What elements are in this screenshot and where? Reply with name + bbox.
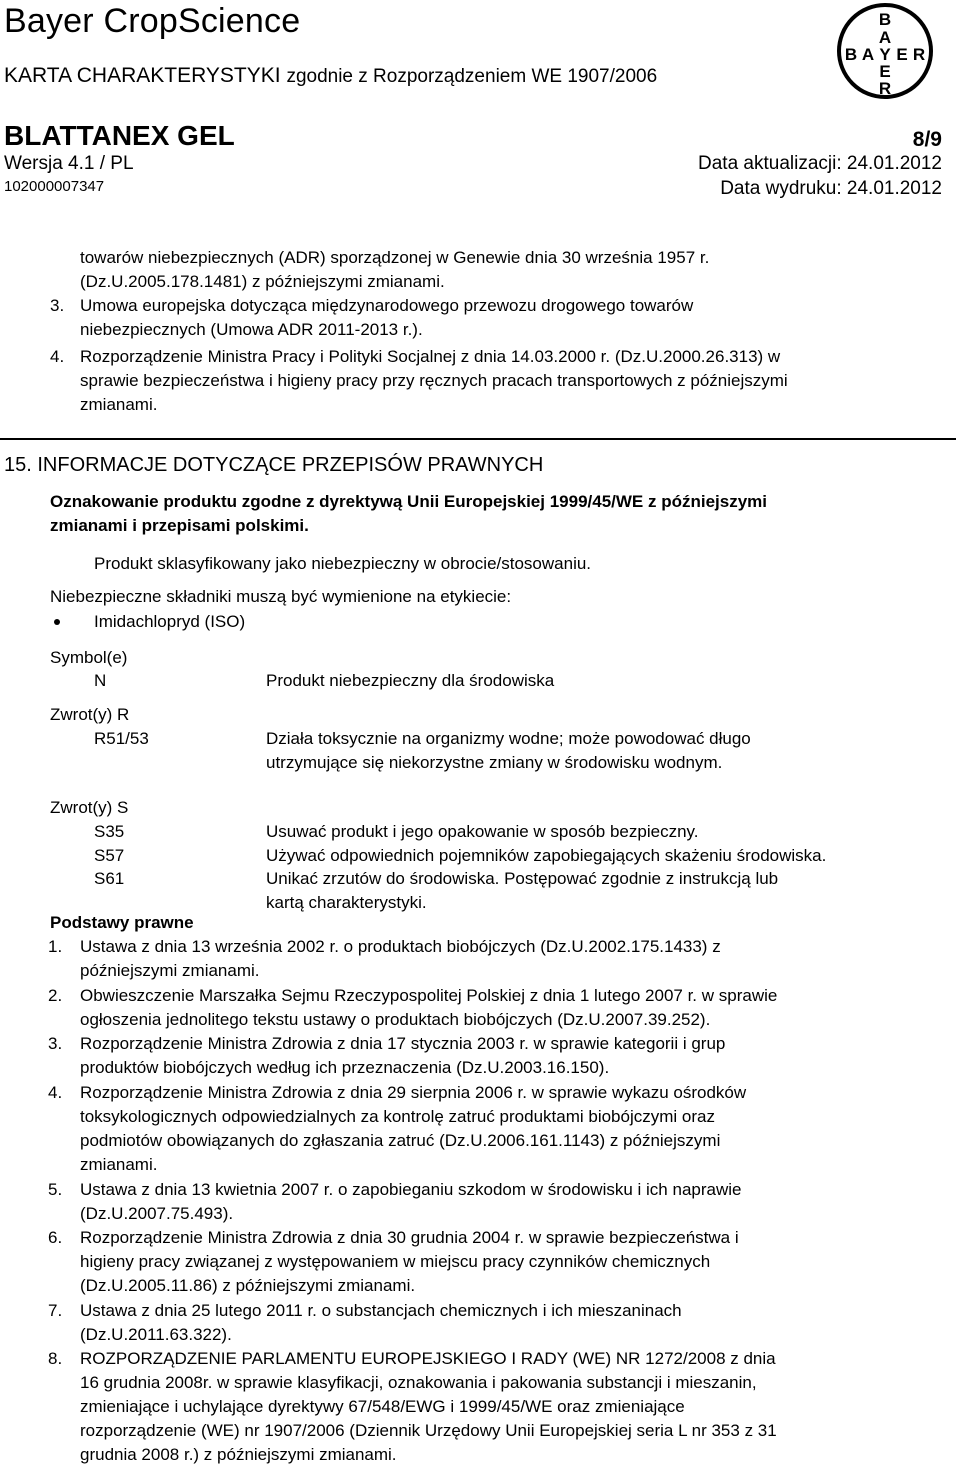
legal-item-text: Ustawa z dnia 25 lutego 2011 r. o substancjach chemicznych i ich mieszaninach <box>80 1301 682 1320</box>
r-phrase-code: R51/53 <box>94 729 149 748</box>
legal-item-number: 6. <box>48 1228 63 1247</box>
company-name: Bayer CropScience <box>4 2 301 40</box>
s-phrase-code: S61 <box>94 869 125 888</box>
labelling-line-1: Oznakowanie produktu zgodne z dyrektywą Unii Europejskiej 1999/45/WE z późniejszymi <box>50 492 768 511</box>
legal-item-text: Obwieszczenie Marszałka Sejmu Rzeczypospolitej Polskiej z dnia 1 lutego 2007 r. w sprawie <box>80 986 778 1005</box>
legal-item-text: późniejszymi zmianami. <box>80 961 260 980</box>
legal-item-text: ogłoszenia jednolitego tekstu ustawy o produktach biobójczych (Dz.U.2007.39.252). <box>80 1010 711 1029</box>
legal-item-number: 8. <box>48 1349 63 1368</box>
legal-item-text: Ustawa z dnia 13 kwietnia 2007 r. o zapobieganiu szkodom w środowisku i ich naprawie <box>80 1180 742 1199</box>
s-phrase-text: Unikać zrzutów do środowiska. Postępować zgodnie z instrukcją lub <box>266 869 779 888</box>
logo-letter-v1: B <box>878 10 892 29</box>
section-15-title: 15. INFORMACJE DOTYCZĄCE PRZEPISÓW PRAWNYCH <box>4 454 544 476</box>
logo-letter-v4: E <box>879 62 891 81</box>
ingredient-item: Imidachlopryd (ISO) <box>94 612 246 631</box>
r-phrase-text-1: Działa toksycznie na organizmy wodne; może powodować długo <box>266 729 751 748</box>
intro-line-5: zmianami. <box>80 395 158 414</box>
ingredients-label: Niebezpieczne składniki muszą być wymienione na etykiecie: <box>50 587 512 606</box>
legal-item-text: (Dz.U.2007.75.493). <box>80 1204 234 1223</box>
legal-item-text: rozporządzenie (WE) nr 1907/2006 (Dziennik Urzędowy Unii Europejskiej seria L nr 353 z 31 <box>80 1421 777 1440</box>
section-divider <box>0 438 956 440</box>
r-phrases-label: Zwrot(y) R <box>50 705 130 724</box>
regulation-label: zgodnie z Rozporządzeniem WE 1907/2006 <box>286 66 658 87</box>
logo-letter-v5: R <box>878 79 892 98</box>
symbol-text: Produkt niebezpieczny dla środowiska <box>266 671 555 690</box>
karta-label: KARTA CHARAKTERYSTYKI <box>4 64 281 87</box>
page-number: 8/9 <box>912 128 942 151</box>
legal-item-text: (Dz.U.2011.63.322). <box>80 1325 232 1344</box>
s-phrase-code: S35 <box>94 822 125 841</box>
s-phrase-code: S57 <box>94 846 125 865</box>
legal-item-number: 1. <box>48 937 63 956</box>
intro-line-1: towarów niebezpiecznych (ADR) sporządzonej w Genewie dnia 30 września 1957 r. <box>80 248 710 267</box>
intro-item-4-num: 4. <box>50 347 65 366</box>
intro-item-3-num: 3. <box>50 296 65 315</box>
intro-line-4: sprawie bezpieczeństwa i higieny pracy przy ręcznych pracach transportowych z późniejszymi <box>80 371 788 390</box>
version: Wersja 4.1 / PL <box>4 153 134 174</box>
intro-item-4-text: Rozporządzenie Ministra Pracy i Polityki Socjalnej z dnia 14.03.2000 r. (Dz.U.2000.26.313) w <box>80 347 781 366</box>
labelling-line-2: zmianami i przepisami polskimi. <box>50 516 309 535</box>
s-phrases-label: Zwrot(y) S <box>50 798 129 817</box>
legal-item-text: Ustawa z dnia 13 września 2002 r. o produktach biobójczych (Dz.U.2002.175.1433) z <box>80 937 721 956</box>
logo-letter-v2: A <box>878 28 892 47</box>
s-phrase-text: Używać odpowiednich pojemników zapobiegających skażeniu środowiska. <box>266 846 827 865</box>
legal-item-number: 5. <box>48 1180 63 1199</box>
symbol-label: Symbol(e) <box>50 648 128 667</box>
legal-item-text: zmieniające i uchylające dyrektywy 67/548/EWG i 1999/45/WE oraz zmieniające <box>80 1397 685 1416</box>
legal-item-text: podmiotów obowiązanych do zgłaszania zatruć (Dz.U.2006.161.1143) z późniejszymi <box>80 1131 721 1150</box>
legal-item-text: grudnia 2008 r.) z późniejszymi zmianami. <box>80 1445 397 1464</box>
update-date: Data aktualizacji: 24.01.2012 <box>698 153 942 174</box>
print-date: Data wydruku: 24.01.2012 <box>720 178 942 199</box>
legal-item-number: 7. <box>48 1301 63 1320</box>
product-name: BLATTANEX GEL <box>4 120 235 151</box>
document-type <box>4 64 657 88</box>
s-phrase-text: Usuwać produkt i jego opakowanie w sposób bezpieczny. <box>266 822 699 841</box>
legal-item-text: zmianami. <box>80 1155 158 1174</box>
intro-line-2: (Dz.U.2005.178.1481) z późniejszymi zmianami. <box>80 272 445 291</box>
legal-item-text: Rozporządzenie Ministra Zdrowia z dnia 17 stycznia 2003 r. w sprawie kategorii i grup <box>80 1034 726 1053</box>
symbol-code: N <box>94 671 107 690</box>
product-id: 102000007347 <box>4 178 105 195</box>
logo-letter-h2: A <box>861 45 875 64</box>
classified-text: Produkt sklasyfikowany jako niebezpieczny w obrocie/stosowaniu. <box>94 554 592 573</box>
logo-letter-h4: E <box>896 45 908 64</box>
intro-item-3-text: Umowa europejska dotycząca międzynarodowego przewozu drogowego towarów <box>80 296 694 315</box>
legal-item-text: ROZPORZĄDZENIE PARLAMENTU EUROPEJSKIEGO I RADY (WE) NR 1272/2008 z dnia <box>80 1349 776 1368</box>
legal-item-text: produktów biobójczych według ich przeznaczenia (Dz.U.2003.16.150). <box>80 1058 610 1077</box>
legal-item-text: (Dz.U.2005.11.86) z późniejszymi zmianami. <box>80 1276 416 1295</box>
bullet-icon <box>54 619 60 625</box>
legal-item-text: toksykologicznych odpowiedzialnych za kontrolę zatruć produktami biobójczymi oraz <box>80 1107 715 1126</box>
legal-item-text: 16 grudnia 2008r. w sprawie klasyfikacji, oznakowania i pakowania substancji i mieszanin, <box>80 1373 757 1392</box>
legal-item-text: higieny pracy związanej z występowaniem w miejscu pracy czynników chemicznych <box>80 1252 711 1271</box>
legal-item-text: Rozporządzenie Ministra Zdrowia z dnia 29 sierpnia 2006 r. w sprawie wykazu ośrodków <box>80 1083 747 1102</box>
logo-letter-h1: B <box>844 45 858 64</box>
logo-letter-center: Y <box>879 45 891 64</box>
legal-item-number: 2. <box>48 986 63 1005</box>
r-phrase-text-2: utrzymujące się niekorzystne zmiany w środowisku wodnym. <box>266 753 723 772</box>
legal-item-number: 4. <box>48 1083 63 1102</box>
bayer-cross-logo <box>830 2 940 100</box>
intro-line-3: niebezpiecznych (Umowa ADR 2011-2013 r.). <box>80 320 423 339</box>
logo-letter-h5: R <box>912 45 926 64</box>
legal-item-text: Rozporządzenie Ministra Zdrowia z dnia 30 grudnia 2004 r. w sprawie bezpieczeństwa i <box>80 1228 739 1247</box>
legal-basis-title: Podstawy prawne <box>50 913 194 932</box>
legal-item-number: 3. <box>48 1034 63 1053</box>
s-phrase-text-cont: kartą charakterystyki. <box>266 893 427 912</box>
